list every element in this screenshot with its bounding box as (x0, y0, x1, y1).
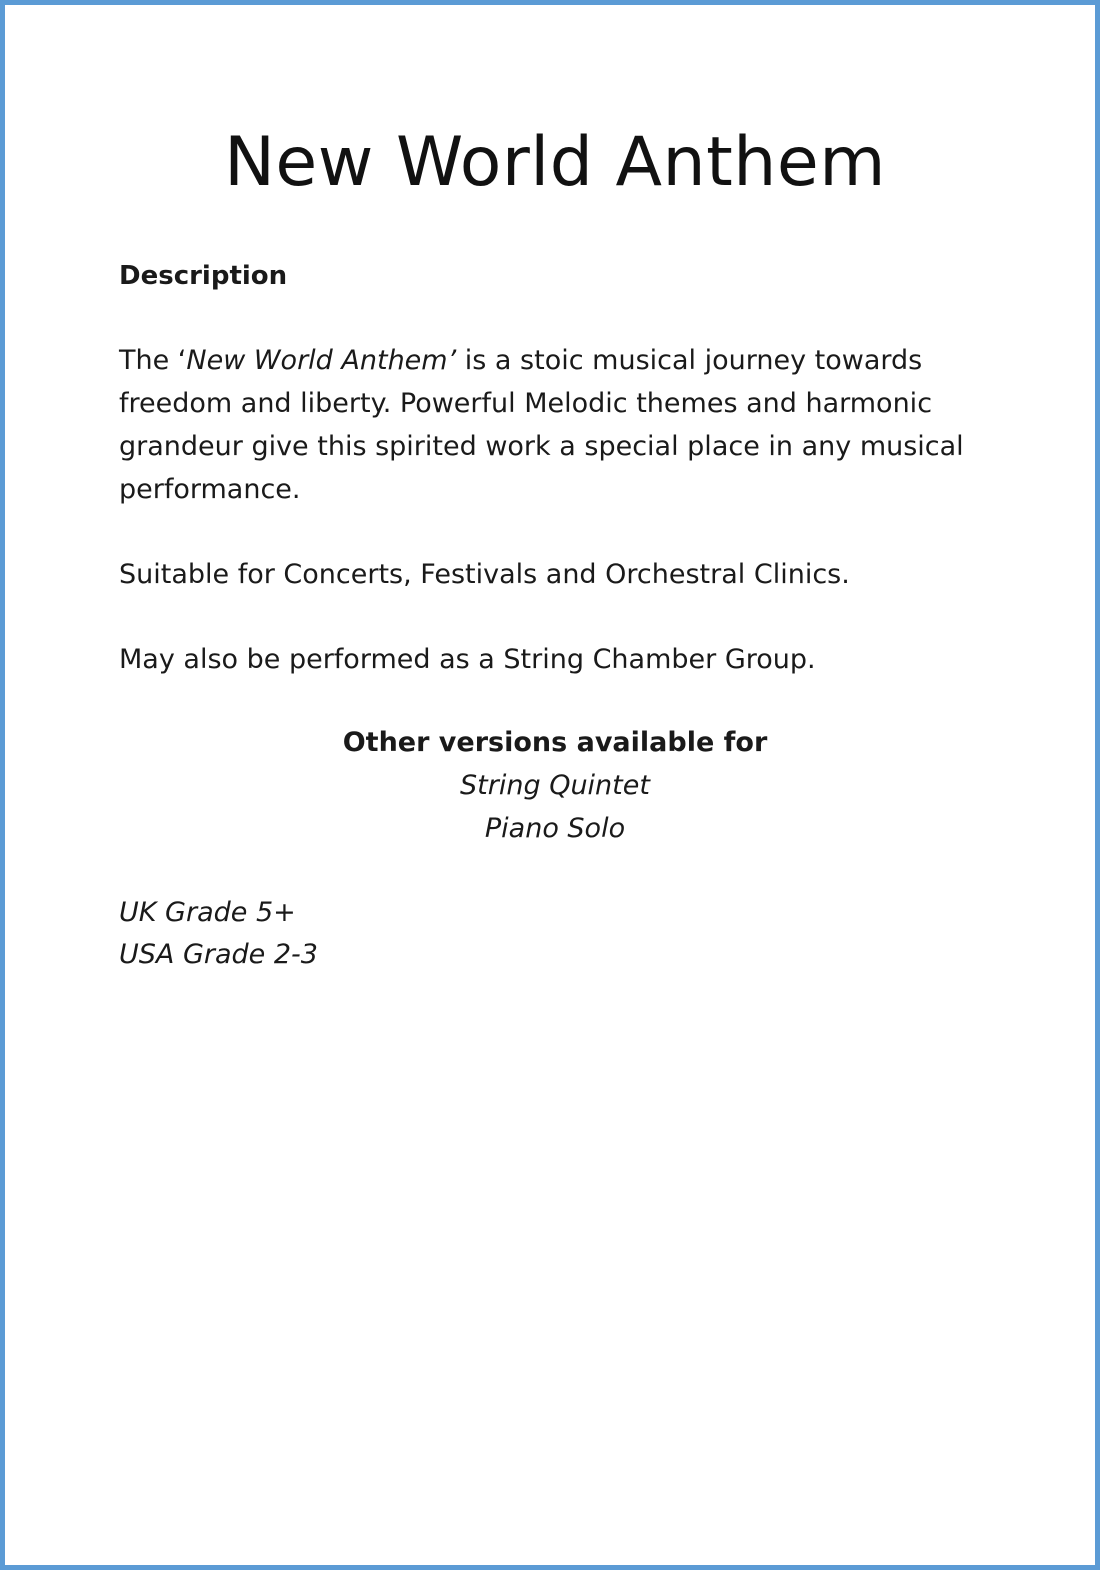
suitability-paragraph: Suitable for Concerts, Festivals and Orchestral Clinics. (119, 559, 850, 590)
version-item: Piano Solo (484, 813, 626, 844)
versions-section (5, 721, 1100, 850)
work-title: New World Anthem’ (186, 345, 457, 376)
paragraph-prefix: The ‘ (119, 345, 187, 376)
paragraph-rest: is a stoic musical journey towards freedom and liberty. Powerful Melodic themes and harmonic grandeur give this spirited work a special place in any musical performance. (119, 345, 964, 505)
page-title: New World Anthem (224, 123, 886, 202)
chamber-paragraph: May also be performed as a String Chamber Group. (119, 644, 816, 675)
grade-usa: USA Grade 2-3 (119, 939, 318, 970)
grades-section (119, 892, 318, 976)
versions-heading: Other versions available for (342, 727, 768, 758)
description-section (119, 255, 1019, 681)
description-heading: Description (119, 261, 288, 291)
version-item: String Quintet (460, 770, 650, 801)
grade-uk: UK Grade 5+ (119, 897, 296, 928)
description-paragraph (119, 339, 999, 511)
